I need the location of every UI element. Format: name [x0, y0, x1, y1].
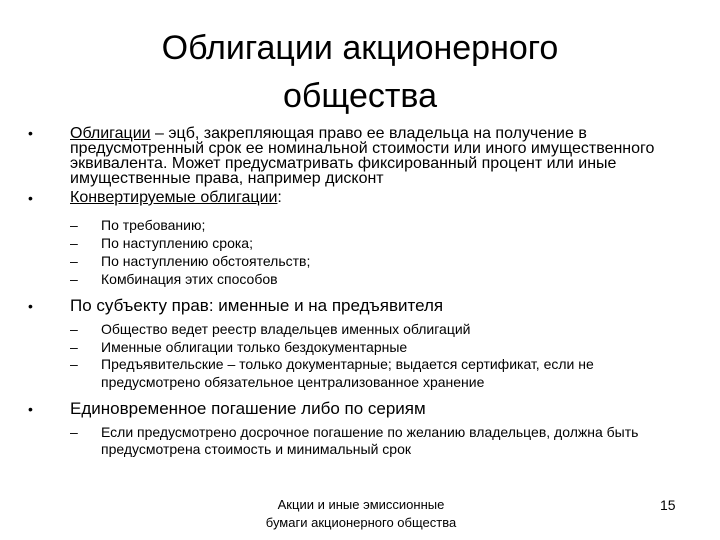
- sub-marker: –: [70, 338, 78, 355]
- sub-marker: –: [70, 321, 78, 337]
- bullet-marker: •: [28, 190, 33, 206]
- sub-marker: –: [70, 271, 78, 287]
- bullet-marker: •: [28, 401, 33, 417]
- sub-item: [70, 252, 688, 270]
- sub-marker: –: [70, 253, 78, 269]
- sub-item-text: Предъявительские – только документарные; выдается сертификат, если не предусмотрено обязательное централизованное хранение: [101, 356, 594, 390]
- bullet-redemption: [28, 399, 688, 419]
- sub-item-text: Именные облигации только бездокументарные: [101, 338, 408, 355]
- sub-item: [70, 270, 688, 288]
- convertible-bonds-sublist: [70, 216, 688, 288]
- sub-item-text: Комбинация этих способов: [101, 271, 278, 287]
- rights-subject-text: По субъекту прав: именные и на предъявителя: [70, 296, 444, 315]
- bond-term: Облигации: [70, 125, 151, 142]
- rights-subject-sublist: [70, 321, 688, 391]
- slide-title-line-2: общества: [282, 77, 438, 115]
- bullet-marker: •: [28, 298, 33, 314]
- convertible-bonds-term: Конвертируемые облигации: [70, 189, 278, 206]
- sub-item: [70, 424, 688, 458]
- redemption-sublist: [70, 424, 688, 458]
- sub-marker: –: [70, 217, 78, 233]
- sub-item-text: Общество ведет реестр владельцев именных облигаций: [101, 321, 471, 337]
- sub-item: [70, 234, 688, 252]
- bullet-convertible-bonds: [28, 189, 688, 207]
- bullet-bond-definition: [28, 126, 688, 186]
- slide-title: [0, 24, 720, 120]
- sub-marker: –: [70, 235, 78, 251]
- bullet-marker: •: [28, 125, 33, 141]
- sub-marker: –: [70, 424, 78, 440]
- redemption-text: Единовременное погашение либо по сериям: [70, 399, 426, 418]
- sub-item-text: По требованию;: [101, 217, 206, 233]
- slide-footer: [236, 496, 486, 532]
- bond-definition-text: – эцб, закрепляющая право ее владельца на получение в предусмотренный срок ее номинальной стоимости или иного имущественного эквивалента. Может предусматривать фиксированный процент или иные имущественные права, например дисконт: [70, 125, 655, 187]
- sub-item: [70, 356, 688, 391]
- convertible-bonds-colon: :: [277, 189, 282, 206]
- sub-marker: –: [70, 356, 78, 372]
- bullet-rights-subject: [28, 296, 688, 316]
- sub-item: [70, 216, 688, 234]
- sub-item-text: По наступлению обстоятельств;: [101, 253, 311, 269]
- sub-item-text: Если предусмотрено досрочное погашение по желанию владельцев, должна быть предусмотрена стоимость и минимальный срок: [101, 424, 639, 457]
- sub-item-text: По наступлению срока;: [101, 235, 253, 251]
- sub-item: [70, 339, 688, 357]
- sub-item: [70, 321, 688, 339]
- page-number: 15: [660, 497, 676, 513]
- slide-content: [28, 126, 688, 458]
- footer-line-1: Акции и иные эмиссионные: [277, 497, 445, 512]
- footer-line-2: бумаги акционерного общества: [265, 515, 457, 530]
- slide-title-line-1: Облигации акционерного: [161, 29, 559, 67]
